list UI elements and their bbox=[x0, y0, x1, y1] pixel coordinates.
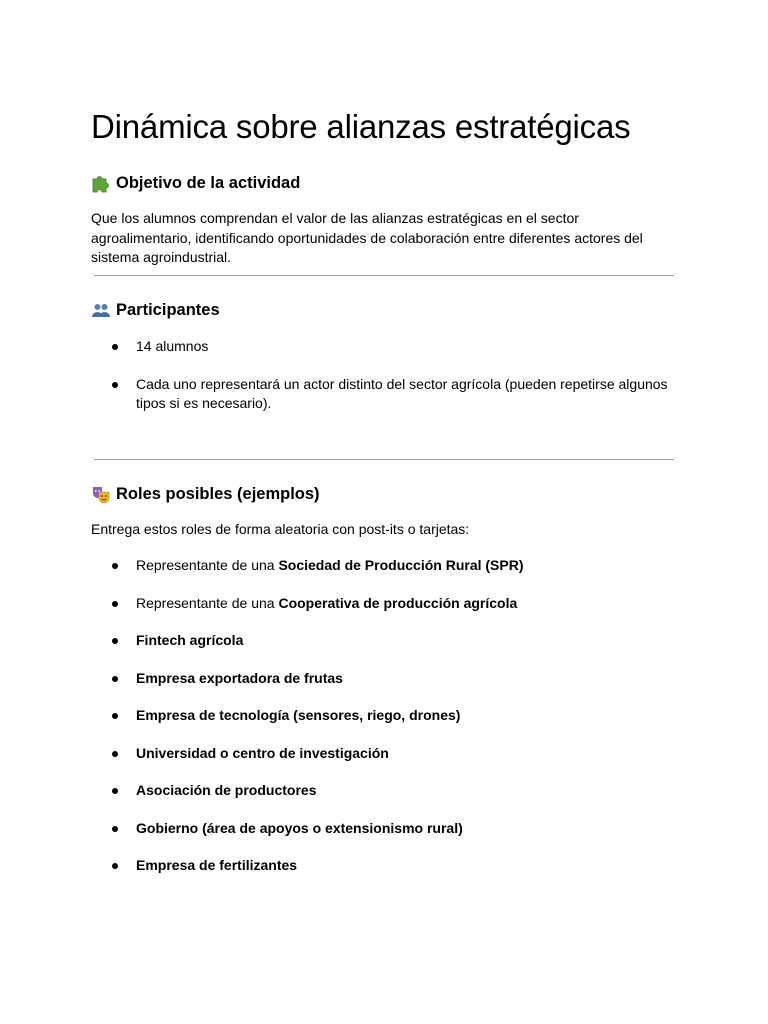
role-item bbox=[91, 631, 681, 651]
role-name: Sociedad de Producción Rural (SPR) bbox=[278, 557, 524, 573]
roles-list bbox=[91, 556, 681, 894]
section-heading-text: Participantes bbox=[116, 300, 220, 319]
people-icon bbox=[91, 300, 111, 320]
section-heading-text: Objetivo de la actividad bbox=[116, 173, 301, 192]
section-divider bbox=[94, 275, 674, 276]
role-name: Empresa de tecnología (sensores, riego, drones) bbox=[136, 707, 461, 723]
bullet-icon bbox=[112, 751, 118, 757]
role-item bbox=[91, 781, 681, 801]
page-title: Dinámica sobre alianzas estratégicas bbox=[91, 108, 631, 145]
role-item bbox=[91, 856, 681, 876]
bullet-icon bbox=[112, 344, 118, 350]
bullet-icon bbox=[112, 676, 118, 682]
bullet-icon bbox=[112, 713, 118, 719]
section-heading-roles bbox=[91, 484, 320, 504]
section-heading-objetivo bbox=[91, 173, 300, 193]
bullet-icon bbox=[112, 382, 118, 388]
section-heading-participantes bbox=[91, 300, 220, 320]
bullet-icon bbox=[112, 638, 118, 644]
bullet-icon bbox=[112, 826, 118, 832]
role-name: Empresa de fertilizantes bbox=[136, 857, 298, 873]
list-item: 14 alumnos bbox=[91, 337, 681, 357]
list-item: Cada uno representará un actor distinto del sector agrícola (pueden repetirse algunos tipos si es necesario). bbox=[91, 375, 681, 414]
participantes-list bbox=[91, 337, 681, 414]
bullet-icon bbox=[112, 788, 118, 794]
section-divider bbox=[94, 459, 674, 460]
bullet-icon bbox=[112, 563, 118, 569]
role-item bbox=[91, 744, 681, 764]
role-prefix: Representante de una bbox=[136, 557, 279, 573]
bullet-icon bbox=[112, 863, 118, 869]
bullet-icon bbox=[112, 601, 118, 607]
role-prefix: Representante de una bbox=[136, 594, 279, 611]
role-item bbox=[91, 819, 681, 839]
role-item bbox=[91, 594, 681, 614]
role-item bbox=[91, 556, 681, 576]
puzzle-piece-icon bbox=[91, 173, 111, 193]
section-heading-text: Roles posibles (ejemplos) bbox=[116, 484, 320, 503]
role-name: Cooperativa de producción agrícola bbox=[278, 594, 518, 611]
objetivo-paragraph: Que los alumnos comprendan el valor de las alianzas estratégicas en el sector agroalimentario, identificando oportunidades de colaboración entre diferentes actores del sistema agroindustrial. bbox=[91, 210, 643, 265]
role-item bbox=[91, 706, 681, 726]
role-name: Empresa exportadora de frutas bbox=[136, 669, 343, 686]
role-name: Fintech agrícola bbox=[136, 632, 244, 648]
role-name: Asociación de productores bbox=[136, 782, 317, 798]
roles-intro: Entrega estos roles de forma aleatoria con post-its o tarjetas: bbox=[91, 521, 470, 537]
theater-masks-icon bbox=[91, 484, 111, 504]
role-name: Gobierno (área de apoyos o extensionismo rural) bbox=[136, 819, 463, 836]
role-item bbox=[91, 669, 681, 689]
role-name: Universidad o centro de investigación bbox=[136, 744, 389, 761]
